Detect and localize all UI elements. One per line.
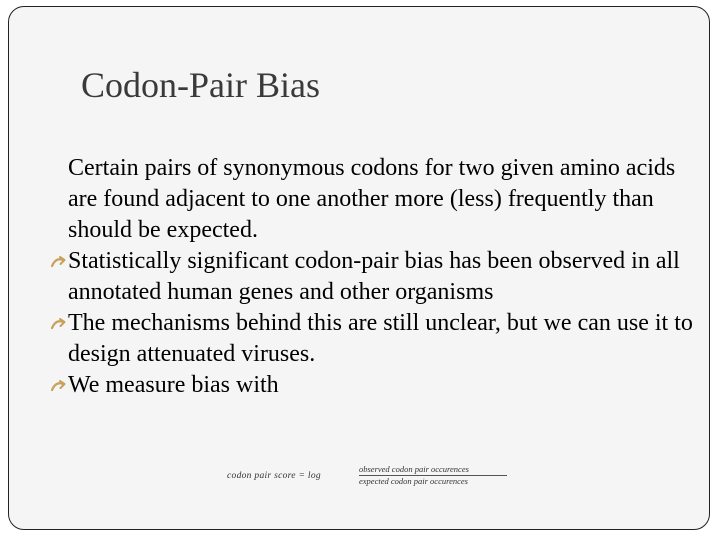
slide-title: Codon-Pair Bias: [81, 65, 320, 105]
paragraph-definition: [53, 153, 693, 246]
bullet-item: [53, 308, 693, 370]
bullet-item: [53, 370, 693, 401]
formula-numerator: observed codon pair occurences: [359, 464, 469, 474]
bullet-text: Statistically significant codon-pair bias has been observed in all annotated human genes and other organisms: [68, 248, 680, 305]
paragraph-text: Certain pairs of synonymous codons for two given amino acids are found adjacent to one another more (less) frequently than should be expected.: [68, 155, 676, 243]
curved-arrow-icon: [51, 246, 67, 277]
bullet-text: The mechanisms behind this are still unclear, but we can use it to design attenuated viruses.: [68, 310, 693, 367]
formula-lhs: codon pair score = log: [227, 471, 321, 481]
bullet-item: [53, 246, 693, 308]
slide: [8, 6, 710, 530]
codon-pair-score-formula: [227, 462, 517, 492]
curved-arrow-icon: [51, 370, 67, 401]
formula-denominator: expected codon pair occurences: [359, 476, 468, 486]
bullet-text: We measure bias with: [68, 372, 279, 398]
curved-arrow-icon: [51, 308, 67, 339]
slide-body: [53, 153, 693, 401]
